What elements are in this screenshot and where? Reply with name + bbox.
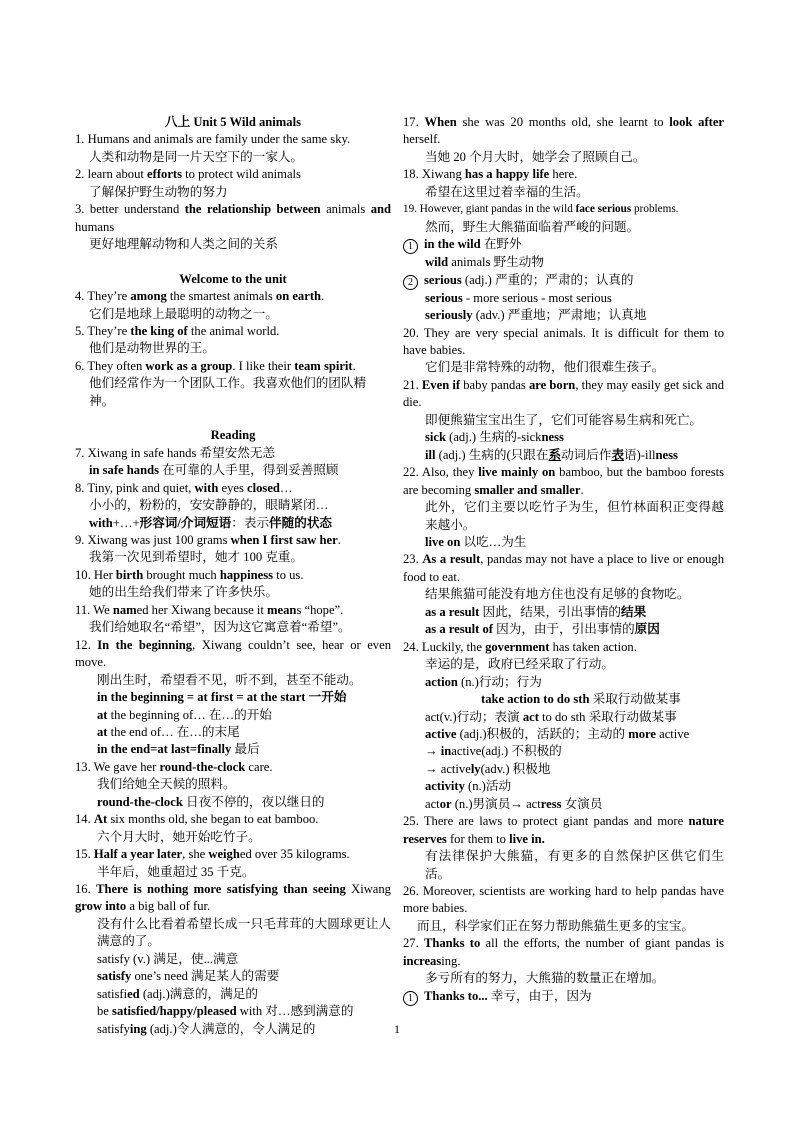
translation-20: 它们是非常特殊的动物，他们很难生孩子。 <box>425 360 665 375</box>
sentence-5: 5. They’re the king of the animal world. <box>75 323 280 338</box>
sentence-16: 16. There is nothing more satisfying than seeing Xiwang grow into a big ball of fur. <box>75 882 391 914</box>
circled-number-icon: 2 <box>403 275 418 290</box>
translation-4: 它们是地球上最聪明的动物之一。 <box>89 306 278 321</box>
note-8: with+…+形容词/介词短语：表示伴随的状态 <box>89 515 333 530</box>
sentence-4: 4. They’re among the smartest animals on earth. <box>75 289 325 304</box>
note-23b: as a result of 因为，由于，引出事情的原因 <box>425 622 660 637</box>
section-heading-welcome: Welcome to the unit <box>179 271 287 286</box>
translation-15: 半年后，她重超过 35 千克。 <box>97 864 255 879</box>
sentence-1: 1. Humans and animals are family under the same sky. <box>75 132 351 147</box>
sentence-22: 22. Also, they live mainly on bamboo, but the bamboo forests are becoming smaller and smaller. <box>403 465 724 497</box>
translation-10: 她的出生给我们带来了许多快乐。 <box>89 585 278 600</box>
note-23a: as a result 因此，结果，引出事情的结果 <box>425 604 647 619</box>
sentence-20: 20. They are very special animals. It is difficult for them to have babies. <box>403 325 724 357</box>
sentence-3: 3. better understand the relationship between animals and humans <box>75 202 391 234</box>
sentence-17: 17. When she was 20 months old, she learnt to look after herself. <box>403 115 725 147</box>
note-16a: satisfy (v.) 满足，使...满意 <box>97 951 239 966</box>
right-column <box>403 114 724 1006</box>
note-24b: take action to do sth 采取行动做某事 <box>481 692 681 707</box>
sentence-27: 27. Thanks to all the efforts, the number of giant pandas is increasing. <box>403 936 724 968</box>
note-19e: seriously (adv.) 严重地；严肃地；认真地 <box>425 308 647 323</box>
translation-19: 然而，野生大熊猫面临着严峻的问题。 <box>425 219 640 234</box>
left-column <box>75 114 391 1038</box>
translation-26: 而且，科学家们正在努力帮助熊猫生更多的宝宝。 <box>417 918 695 933</box>
note-21a: sick (adj.) 生病的-sickness <box>425 430 564 445</box>
note-13: round-the-clock 日夜不停的，夜以继日的 <box>97 794 325 809</box>
sentence-21: 21. Even if baby pandas are born, they may easily get sick and die. <box>403 377 725 410</box>
translation-16: 没有什么比看着希望长成一只毛茸茸的大圆球更让人满意的了。 <box>97 916 391 949</box>
sentence-25: 25. There are laws to protect giant pandas and more nature reserves for them to live in. <box>403 814 724 846</box>
sentence-7: 7. Xiwang in safe hands 希望安然无恙 <box>75 445 276 460</box>
sentence-8: 8. Tiny, pink and quiet, with eyes closed… <box>75 480 293 495</box>
circled-number-icon: 1 <box>403 239 418 254</box>
translation-25: 有法律保护大熊猫，有更多的自然保护区供它们生活。 <box>425 849 724 881</box>
translation-21: 即便熊猫宝宝出生了，它们可能容易生病和死亡。 <box>425 412 703 427</box>
translation-9: 我第一次见到希望时，她才 100 克重。 <box>89 550 304 565</box>
sentence-26: 26. Moreover, scientists are working hard to help pandas have more babies. <box>403 884 724 916</box>
note-12d: in the end=at last=finally 最后 <box>97 742 260 757</box>
translation-12: 刚出生时，希望看不见，听不到，甚至不能动。 <box>97 672 362 687</box>
note-19d: serious - more serious - most serious <box>425 290 612 305</box>
sentence-18: 18. Xiwang has a happy life here. <box>403 167 578 182</box>
sentence-10: 10. Her birth brought much happiness to us. <box>75 567 304 582</box>
note-12c: at the end of… 在…的末尾 <box>97 724 240 739</box>
unit-title: 八上 Unit 5 Wild animals <box>165 115 301 129</box>
note-24c: act(v.)行动；表演 act to do sth 采取行动做某事 <box>425 709 677 724</box>
note-16d: be satisfied/happy/pleased with 对…感到满意的 <box>97 1004 354 1019</box>
sentence-15: 15. Half a year later, she weighed over 35 kilograms. <box>75 847 350 862</box>
translation-24: 幸运的是，政府已经采取了行动。 <box>425 657 614 672</box>
note-24f: → actively(adv.) 积极地 <box>425 761 551 776</box>
page-number: 1 <box>394 1022 400 1036</box>
translation-13: 我们给她全天候的照料。 <box>97 777 236 792</box>
note-19a: 1 in the wild 在野外 <box>403 236 724 254</box>
note-16b: satisfy one’s need 满足某人的需要 <box>97 969 280 984</box>
section-heading-reading: Reading <box>210 428 256 443</box>
sentence-6: 6. They often work as a group. I like their team spirit. <box>75 358 356 373</box>
translation-23: 结果熊猫可能没有地方住也没有足够的食物吃。 <box>425 587 690 602</box>
sentence-13: 13. We gave her round-the-clock care. <box>75 759 273 774</box>
translation-14: 六个月大时，她开始吃竹子。 <box>97 829 261 844</box>
note-24g: activity (n.)活动 <box>425 779 512 794</box>
sentence-24: 24. Luckily, the government has taken action. <box>403 639 637 654</box>
translation-18: 希望在这里过着幸福的生活。 <box>425 184 589 199</box>
sentence-14: 14. At six months old, she began to eat bamboo. <box>75 812 319 827</box>
translation-1: 人类和动物是同一片天空下的一家人。 <box>89 149 304 164</box>
translation-22: 此外，它们主要以吃竹子为生，但竹林面积正变得越来越小。 <box>425 500 724 532</box>
note-24e: → inactive(adj.) 不积极的 <box>425 744 562 759</box>
translation-3: 更好地理解动物和人类之间的关系 <box>89 237 278 252</box>
sentence-12: 12. In the beginning, Xiwang couldn’t see, hear or even move. <box>75 637 391 670</box>
note-16c: satisfied (adj.)满意的，满足的 <box>97 986 258 1001</box>
translation-8: 小小的，粉粉的，安安静静的，眼睛紧闭… <box>89 498 329 513</box>
sentence-11: 11. We named her Xiwang because it means “hope”. <box>75 602 344 617</box>
translation-5: 他们是动物世界的王。 <box>89 341 215 356</box>
sentence-2: 2. learn about efforts to protect wild animals <box>75 167 301 182</box>
translation-17: 当她 20 个月大时，她学会了照顾自己。 <box>425 149 646 164</box>
note-22: live on 以吃…为生 <box>425 534 527 549</box>
translation-27: 多亏所有的努力，大熊猫的数量正在增加。 <box>425 971 665 986</box>
note-19c: 2 serious (adj.) 严重的；严肃的；认真的 <box>403 272 724 290</box>
note-21b: ill (adj.) 生病的(只跟在系动词后作表语)-illness <box>425 447 678 462</box>
note-19b: wild animals 野生动物 <box>425 255 544 270</box>
sentence-23: 23. As a result, pandas may not have a place to live or enough food to eat. <box>403 552 725 584</box>
note-12a: in the beginning = at first = at the start 一开始 <box>97 690 347 705</box>
note-27: 1 Thanks to... 幸亏，由于，因为 <box>403 988 724 1006</box>
translation-6: 他们经常作为一个团队工作。我喜欢他们的团队精神。 <box>89 376 367 408</box>
translation-11: 我们给她取名“希望”，因为这它寓意着“希望”。 <box>89 620 351 635</box>
circled-number-icon: 1 <box>403 991 418 1006</box>
sentence-9: 9. Xiwang was just 100 grams when I first saw her. <box>75 532 341 547</box>
note-16e: satisfying (adj.)令人满意的，令人满足的 <box>97 1021 316 1036</box>
note-24a: action (n.)行动；行为 <box>425 674 542 689</box>
sentence-19: 19. However, giant pandas in the wild face serious problems. <box>403 203 679 216</box>
note-24h: actor (n.)男演员→ actress 女演员 <box>425 796 603 811</box>
note-12b: at the beginning of… 在…的开始 <box>97 707 272 722</box>
note-24d: active (adj.)积极的，活跃的；主动的 more active <box>425 726 690 741</box>
note-7: in safe hands 在可靠的人手里，得到妥善照顾 <box>89 463 339 478</box>
translation-2: 了解保护野生动物的努力 <box>89 184 228 199</box>
